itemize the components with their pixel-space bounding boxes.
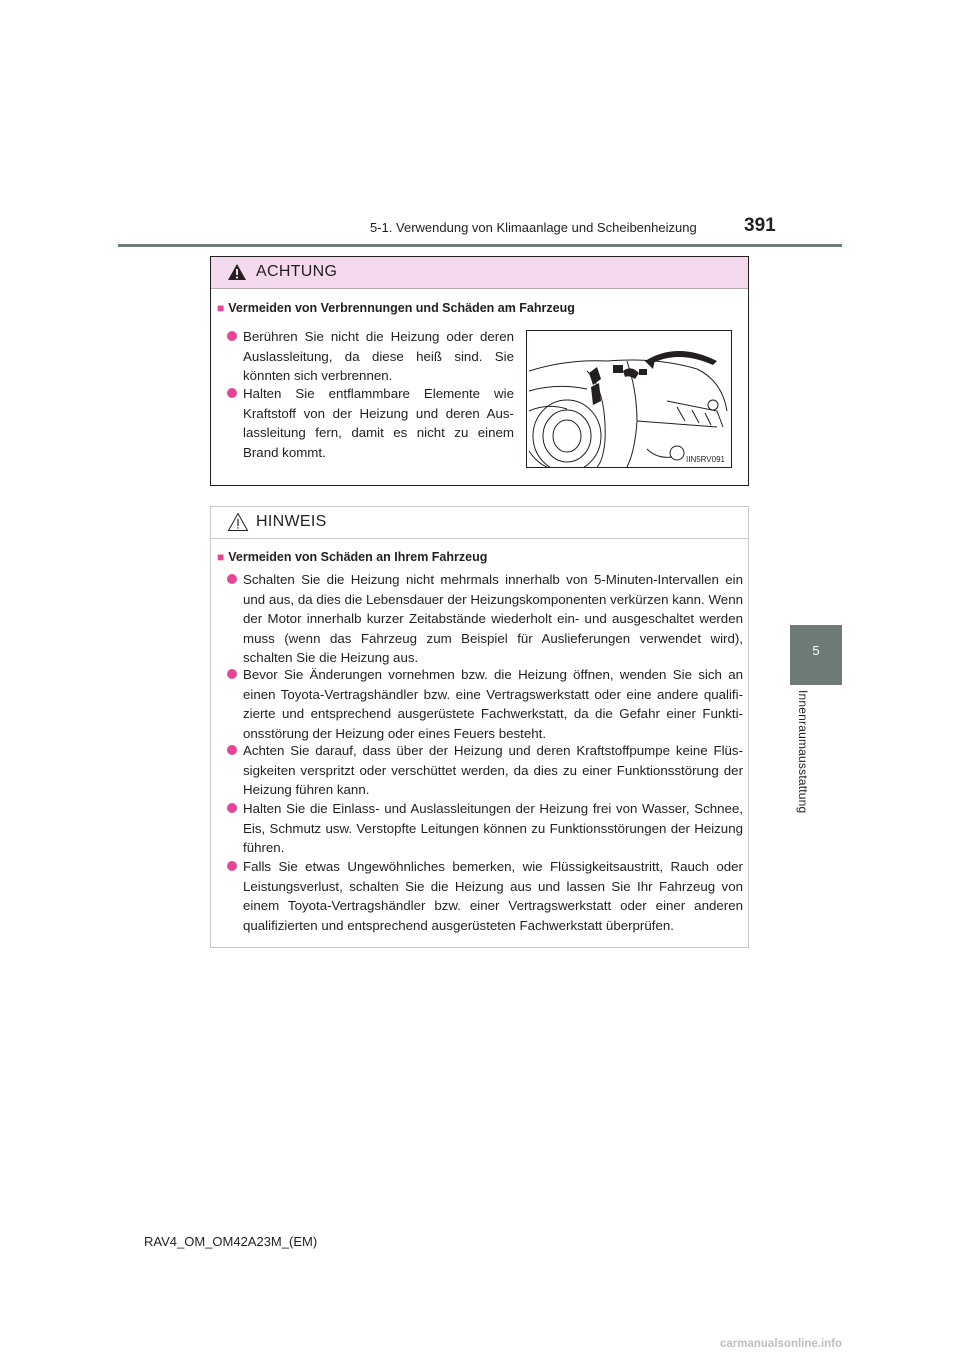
figure-id: IIN5RV091 xyxy=(686,455,725,464)
bullet-dot-icon xyxy=(227,574,237,584)
chapter-section-title: 5-1. Verwendung von Klimaanlage und Scheibenheizung xyxy=(370,220,697,235)
caution-title: ACHTUNG xyxy=(256,263,338,280)
notice-bullet: Falls Sie etwas Ungewöhnliches bemerken, wie Flüssigkeitsaustritt, Rauch oder Leistungsverlust, schalten Sie die Heizung aus und lassen Sie Ihr Fahrzeug von einem Toyota-Vertragshändler bzw. einer Vertragswerkstatt oder einer anderen qualifizierten und entsprechend ausgerüsteten Fachwerkstatt überprüfen. xyxy=(243,857,743,935)
caution-bullet: Halten Sie entflammbare Elemente wie Kraftstoff von der Heizung und deren Aus-lassleitung fern, damit es nicht zu einem Brand kommt. xyxy=(243,384,514,462)
caution-section-heading: ■ Vermeiden von Verbrennungen und Schäden am Fahrzeug xyxy=(217,301,575,315)
notice-bullet: Achten Sie darauf, dass über der Heizung und deren Kraftstoffpumpe keine Flüs-sigkeiten verspritzt oder verschüttet werden, da dies zu einer Funktionsstörung der Heizung führen kann. xyxy=(243,741,743,800)
notice-title: HINWEIS xyxy=(256,513,327,530)
page-number: 391 xyxy=(744,215,776,236)
square-bullet-icon: ■ xyxy=(217,550,225,564)
notice-bullet: Halten Sie die Einlass- und Auslassleitungen der Heizung frei von Wasser, Schnee, Eis, Schmutz usw. Verstopfte Leitungen können zu Funktionsstörungen der Heizung führen. xyxy=(243,799,743,858)
car-front-drawing xyxy=(527,331,731,467)
chapter-tab-number: 5 xyxy=(812,643,820,658)
square-bullet-icon: ■ xyxy=(217,301,225,315)
notice-triangle-icon xyxy=(227,512,249,537)
chapter-tab xyxy=(790,625,842,685)
bullet-dot-icon xyxy=(227,331,237,341)
caution-header xyxy=(211,257,748,289)
document-code: RAV4_OM_OM42A23M_(EM) xyxy=(144,1234,318,1249)
bullet-dot-icon xyxy=(227,745,237,755)
caution-bullet: Berühren Sie nicht die Heizung oder deren Auslassleitung, da diese heiß sind. Sie könnten sich verbrennen. xyxy=(243,327,514,386)
bullet-dot-icon xyxy=(227,803,237,813)
header-divider xyxy=(118,244,842,247)
heater-outlet-illustration xyxy=(526,330,732,468)
notice-header xyxy=(211,507,748,539)
bullet-dot-icon xyxy=(227,388,237,398)
notice-bullet: Bevor Sie Änderungen vornehmen bzw. die Heizung öffnen, wenden Sie sich an einen Toyota-Vertragshändler bzw. eine Vertragswerkstatt oder eine andere qualifi-zierte und entsprechend ausgerüstete Fachwerkstatt, da die Gefahr einer Funkti-onsstörung der Heizung oder eines Feuers besteht. xyxy=(243,665,743,743)
bullet-dot-icon xyxy=(227,861,237,871)
site-watermark: carmanualsonline.info xyxy=(720,1338,843,1350)
bullet-dot-icon xyxy=(227,669,237,679)
warning-triangle-icon xyxy=(227,263,247,286)
notice-bullet: Schalten Sie die Heizung nicht mehrmals innerhalb von 5-Minuten-Intervallen ein und aus, da dies die Lebensdauer der Heizungskomponenten verkürzen kann. Wenn der Motor innerhalb kurzer Zeitabstände wiederholt ein- und ausgeschaltet werden muss (wenn das Fahrzeug zum Beispiel für Auslieferungen verwendet wird), schalten Sie die Heizung aus. xyxy=(243,570,743,668)
chapter-tab-label: Innenraumausstattung xyxy=(796,690,810,814)
notice-section-heading: ■ Vermeiden von Schäden an Ihrem Fahrzeug xyxy=(217,550,488,564)
